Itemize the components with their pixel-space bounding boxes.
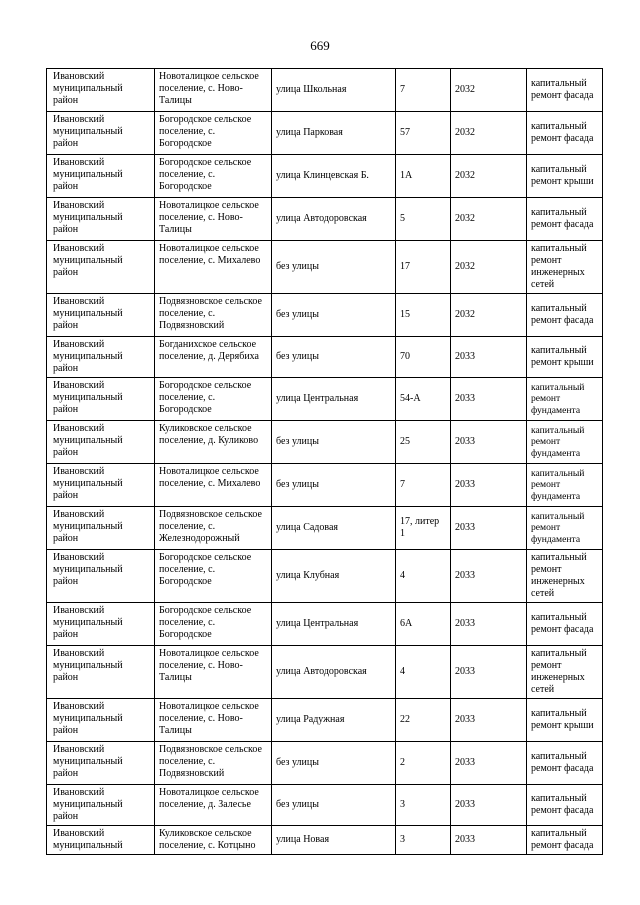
table-row	[47, 826, 603, 855]
table-row	[47, 507, 603, 550]
cell-house-number: 1А	[396, 155, 451, 198]
cell-settlement: Новоталицкое сельское поселение, д. Залесье	[155, 785, 272, 826]
cell-street: улица Парковая	[272, 112, 396, 155]
cell-work-type: капитальный ремонт фасада	[527, 603, 603, 646]
cell-house-number: 54-А	[396, 378, 451, 421]
cell-settlement: Подвязновское сельское поселение, с. Железнодорожный	[155, 507, 272, 550]
table-row	[47, 378, 603, 421]
cell-year: 2033	[451, 603, 527, 646]
cell-work-type: капитальный ремонт фундамента	[527, 507, 603, 550]
cell-street: без улицы	[272, 785, 396, 826]
cell-work-type: капитальный ремонт фундамента	[527, 464, 603, 507]
cell-settlement: Новоталицкое сельское поселение, с. Михалево	[155, 464, 272, 507]
cell-settlement: Новоталицкое сельское поселение, с. Ново-Талицы	[155, 198, 272, 241]
cell-street: улица Клинцевская Б.	[272, 155, 396, 198]
cell-settlement: Новоталицкое сельское поселение, с. Ново-Талицы	[155, 699, 272, 742]
table-row	[47, 421, 603, 464]
cell-district: Ивановский муниципальный район	[47, 742, 155, 785]
cell-street: улица Клубная	[272, 550, 396, 603]
cell-street: улица Радужная	[272, 699, 396, 742]
table-row	[47, 742, 603, 785]
cell-district: Ивановский муниципальный район	[47, 69, 155, 112]
cell-year: 2032	[451, 241, 527, 294]
cell-year: 2033	[451, 464, 527, 507]
cell-house-number: 17	[396, 241, 451, 294]
cell-year: 2033	[451, 378, 527, 421]
cell-work-type: капитальный ремонт фасада	[527, 742, 603, 785]
cell-street: без улицы	[272, 241, 396, 294]
cell-house-number: 2	[396, 742, 451, 785]
cell-district: Ивановский муниципальный район	[47, 378, 155, 421]
cell-work-type: капитальный ремонт фасада	[527, 112, 603, 155]
cell-settlement: Новоталицкое сельское поселение, с. Ново-Талицы	[155, 646, 272, 699]
cell-street: без улицы	[272, 742, 396, 785]
cell-street: улица Садовая	[272, 507, 396, 550]
cell-street: улица Центральная	[272, 378, 396, 421]
cell-year: 2032	[451, 198, 527, 241]
cell-work-type: капитальный ремонт инженерных сетей	[527, 241, 603, 294]
cell-year: 2032	[451, 294, 527, 337]
cell-settlement: Куликовское сельское поселение, с. Котцыно	[155, 826, 272, 855]
cell-settlement: Богородское сельское поселение, с. Богородское	[155, 378, 272, 421]
table-row	[47, 785, 603, 826]
cell-district: Ивановский муниципальный район	[47, 603, 155, 646]
cell-year: 2033	[451, 507, 527, 550]
table-row	[47, 69, 603, 112]
cell-district: Ивановский муниципальный район	[47, 550, 155, 603]
cell-work-type: капитальный ремонт крыши	[527, 155, 603, 198]
cell-settlement: Новоталицкое сельское поселение, с. Михалево	[155, 241, 272, 294]
cell-house-number: 15	[396, 294, 451, 337]
cell-house-number: 22	[396, 699, 451, 742]
cell-street: улица Новая	[272, 826, 396, 855]
cell-district: Ивановский муниципальный район	[47, 421, 155, 464]
cell-year: 2033	[451, 742, 527, 785]
cell-year: 2032	[451, 69, 527, 112]
table-row	[47, 699, 603, 742]
cell-work-type: капитальный ремонт фасада	[527, 826, 603, 855]
cell-district: Ивановский муниципальный район	[47, 699, 155, 742]
cell-work-type: капитальный ремонт инженерных сетей	[527, 550, 603, 603]
cell-house-number: 4	[396, 646, 451, 699]
cell-district: Ивановский муниципальный район	[47, 112, 155, 155]
cell-year: 2033	[451, 785, 527, 826]
cell-settlement: Богородское сельское поселение, с. Богородское	[155, 550, 272, 603]
cell-settlement: Богородское сельское поселение, с. Богородское	[155, 603, 272, 646]
cell-district: Ивановский муниципальный район	[47, 507, 155, 550]
table-row	[47, 550, 603, 603]
table-row	[47, 646, 603, 699]
cell-year: 2033	[451, 826, 527, 855]
cell-work-type: капитальный ремонт инженерных сетей	[527, 646, 603, 699]
cell-year: 2032	[451, 155, 527, 198]
cell-house-number: 7	[396, 464, 451, 507]
cell-district: Ивановский муниципальный район	[47, 464, 155, 507]
cell-settlement: Богородское сельское поселение, с. Богородское	[155, 155, 272, 198]
cell-house-number: 3	[396, 826, 451, 855]
table-row	[47, 155, 603, 198]
cell-settlement: Куликовское сельское поселение, д. Куликово	[155, 421, 272, 464]
cell-year: 2033	[451, 421, 527, 464]
table-row	[47, 337, 603, 378]
cell-house-number: 17, литер 1	[396, 507, 451, 550]
cell-street: без улицы	[272, 337, 396, 378]
cell-work-type: капитальный ремонт фасада	[527, 294, 603, 337]
cell-street: улица Школьная	[272, 69, 396, 112]
cell-work-type: капитальный ремонт фундамента	[527, 378, 603, 421]
cell-street: улица Автодоровская	[272, 198, 396, 241]
cell-house-number: 5	[396, 198, 451, 241]
cell-district: Ивановский муниципальный район	[47, 198, 155, 241]
table-row	[47, 464, 603, 507]
cell-district: Ивановский муниципальный район	[47, 241, 155, 294]
cell-house-number: 25	[396, 421, 451, 464]
cell-work-type: капитальный ремонт фундамента	[527, 421, 603, 464]
cell-work-type: капитальный ремонт крыши	[527, 337, 603, 378]
table-row	[47, 603, 603, 646]
cell-house-number: 3	[396, 785, 451, 826]
cell-settlement: Богданихское сельское поселение, д. Дерябиха	[155, 337, 272, 378]
cell-district: Ивановский муниципальный	[47, 826, 155, 855]
cell-work-type: капитальный ремонт фасада	[527, 198, 603, 241]
table-row	[47, 241, 603, 294]
cell-settlement: Подвязновское сельское поселение, с. Подвязновский	[155, 742, 272, 785]
table-row	[47, 294, 603, 337]
cell-year: 2033	[451, 550, 527, 603]
cell-settlement: Богородское сельское поселение, с. Богородское	[155, 112, 272, 155]
cell-district: Ивановский муниципальный район	[47, 155, 155, 198]
cell-house-number: 4	[396, 550, 451, 603]
cell-house-number: 6А	[396, 603, 451, 646]
cell-year: 2033	[451, 646, 527, 699]
cell-district: Ивановский муниципальный район	[47, 337, 155, 378]
cell-house-number: 70	[396, 337, 451, 378]
cell-street: без улицы	[272, 421, 396, 464]
cell-house-number: 57	[396, 112, 451, 155]
cell-work-type: капитальный ремонт фасада	[527, 69, 603, 112]
housing-repair-table	[46, 68, 603, 855]
table-row	[47, 198, 603, 241]
cell-street: без улицы	[272, 294, 396, 337]
cell-settlement: Подвязновское сельское поселение, с. Подвязновский	[155, 294, 272, 337]
cell-year: 2033	[451, 699, 527, 742]
cell-street: улица Центральная	[272, 603, 396, 646]
page-number: 669	[310, 38, 330, 53]
cell-district: Ивановский муниципальный район	[47, 785, 155, 826]
cell-year: 2032	[451, 112, 527, 155]
cell-district: Ивановский муниципальный район	[47, 646, 155, 699]
cell-house-number: 7	[396, 69, 451, 112]
cell-settlement: Новоталицкое сельское поселение, с. Ново-Талицы	[155, 69, 272, 112]
cell-work-type: капитальный ремонт крыши	[527, 699, 603, 742]
table-row	[47, 112, 603, 155]
cell-year: 2033	[451, 337, 527, 378]
cell-work-type: капитальный ремонт фасада	[527, 785, 603, 826]
cell-district: Ивановский муниципальный район	[47, 294, 155, 337]
cell-street: улица Автодоровская	[272, 646, 396, 699]
cell-street: без улицы	[272, 464, 396, 507]
